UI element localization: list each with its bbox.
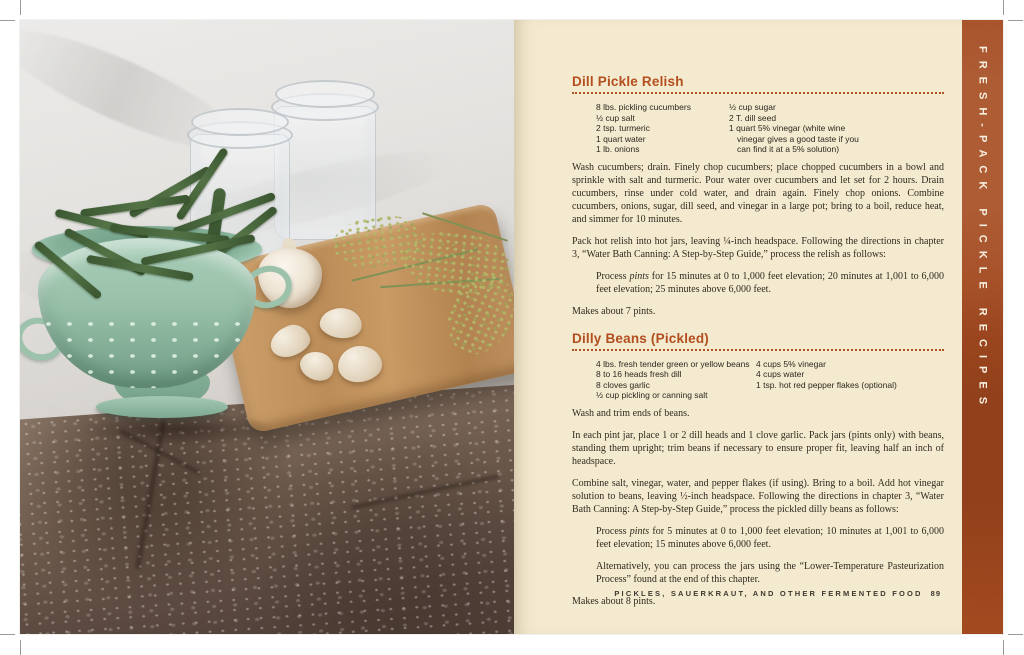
colander-holes: [38, 316, 256, 388]
ingredient-list: [596, 102, 944, 155]
ingredient-continued: vinegar gives a good taste if you: [737, 133, 859, 144]
recipe-step: Wash and trim ends of beans.: [572, 407, 690, 419]
dotted-divider: [572, 349, 944, 351]
ingredient: ½ cup salt: [596, 112, 635, 123]
recipe-step: Combine salt, vinegar, water, and pepper flakes (if using). Bring to a boil. Add hot vinegar solution to beans, leaving ½-inch headspace. Following the directions in chapter 3, “Water Bath Canning: A Step-by-Step Guide,” process the pickled dilly beans as follows:: [572, 477, 944, 515]
crop-mark: [1003, 640, 1004, 655]
ingredient-continued: can find it at a 5% solution): [737, 144, 840, 154]
crop-mark: [1008, 20, 1023, 21]
ingredient: 4 cups 5% vinegar: [756, 358, 826, 369]
chapter-tab: [962, 20, 1003, 634]
processing-note: [596, 525, 944, 551]
ingredient-list: [596, 359, 944, 401]
processing-note-prefix: Process: [596, 270, 630, 282]
ingredient: 8 cloves garlic: [596, 379, 650, 390]
colander-base: [96, 396, 228, 418]
processing-note-rest: for 15 minutes at 0 to 1,000 feet elevation; 20 minutes at 1,001 to 6,000 feet elevation; 25 minutes above 6,000 feet.: [596, 270, 944, 295]
ingredient: 8 to 16 heads fresh dill: [596, 369, 682, 379]
ingredient-column-1: [596, 359, 756, 401]
yield-note: Makes about 7 pints.: [572, 305, 656, 317]
recipe-page: [514, 20, 1003, 634]
ingredient: 1 tsp. hot red pepper flakes (optional): [756, 379, 897, 390]
ingredient-column-2: [729, 102, 944, 155]
photo-page: [20, 20, 514, 634]
dotted-divider: [572, 92, 944, 94]
jar-rim: [191, 108, 289, 136]
recipe-text-column: [572, 74, 944, 617]
page-number: 89: [930, 589, 941, 598]
ingredient: 1 quart 5% vinegar (white wine: [729, 123, 846, 133]
recipe-title: Dill Pickle Relish: [572, 74, 684, 89]
crop-mark: [0, 20, 15, 21]
jar-rim: [275, 80, 375, 108]
recipe-step: In each pint jar, place 1 or 2 dill heads and 1 clove garlic. Pack jars (pints only) with beans, standing them upright; trim beans if necessary to ensure proper fit, leaving half an inch of headspace.: [572, 429, 944, 467]
ingredient: 2 T. dill seed: [729, 112, 777, 123]
ingredient: ½ cup pickling or canning salt: [596, 390, 708, 400]
crop-mark: [0, 634, 15, 635]
ingredient: 1 lb. onions: [596, 144, 640, 154]
processing-note-italic: pints: [629, 525, 650, 537]
processing-note-italic: pints: [629, 270, 649, 282]
ingredient: 4 cups water: [756, 369, 805, 379]
crop-mark: [20, 640, 21, 655]
yield-note: Makes about 8 pints.: [572, 595, 656, 607]
recipe-step: Wash cucumbers; drain. Finely chop cucumbers; place chopped cucumbers in a bowl and sprinkle with salt and turmeric. Pour water over cucumbers and let set for 2 hours. Drain cucumbers, rinse under cold water, and drain again. Finely chop onions. Combine cucumbers, onions, sugar, dill seed, and vinegar in a large pot; bring to a boil, reduce heat, and simmer for 10 minutes.: [572, 161, 944, 225]
ingredient-column-2: [756, 359, 944, 401]
chapter-tab-label: FRESH-PACK PICKLE RECIPES: [976, 46, 989, 413]
two-page-spread: [20, 20, 1003, 634]
crop-mark: [1003, 0, 1004, 15]
ingredient: 4 lbs. fresh tender green or yellow beans: [596, 358, 750, 369]
processing-note-prefix: Process: [596, 525, 630, 537]
recipe-step: Pack hot relish into hot jars, leaving ¼-inch headspace. Following the directions in chapter 3, “Water Bath Canning: A Step-by-Step Guide,” process the relish as follows:: [572, 235, 944, 260]
ingredient: 2 tsp. turmeric: [596, 123, 650, 133]
alternative-note: Alternatively, you can process the jars using the “Lower-Temperature Pasteurization Process” found at the end of this chapter.: [596, 560, 944, 585]
ingredient-column-1: [596, 102, 729, 155]
ingredient: 1 quart water: [596, 133, 646, 144]
crop-mark: [20, 0, 21, 15]
processing-note-rest: for 5 minutes at 0 to 1,000 feet elevation; 10 minutes at 1,001 to 6,000 feet elevation; 15 minutes above 6,000 feet.: [596, 525, 944, 550]
running-footer: [614, 589, 941, 598]
crop-mark: [1008, 634, 1023, 635]
recipe-title: Dilly Beans (Pickled): [572, 330, 709, 346]
processing-note: [596, 270, 944, 296]
footer-title: PICKLES, SAUERKRAUT, AND OTHER FERMENTED FOOD: [614, 589, 923, 598]
ingredient: ½ cup sugar: [729, 102, 776, 112]
ingredient: 8 lbs. pickling cucumbers: [596, 102, 691, 112]
